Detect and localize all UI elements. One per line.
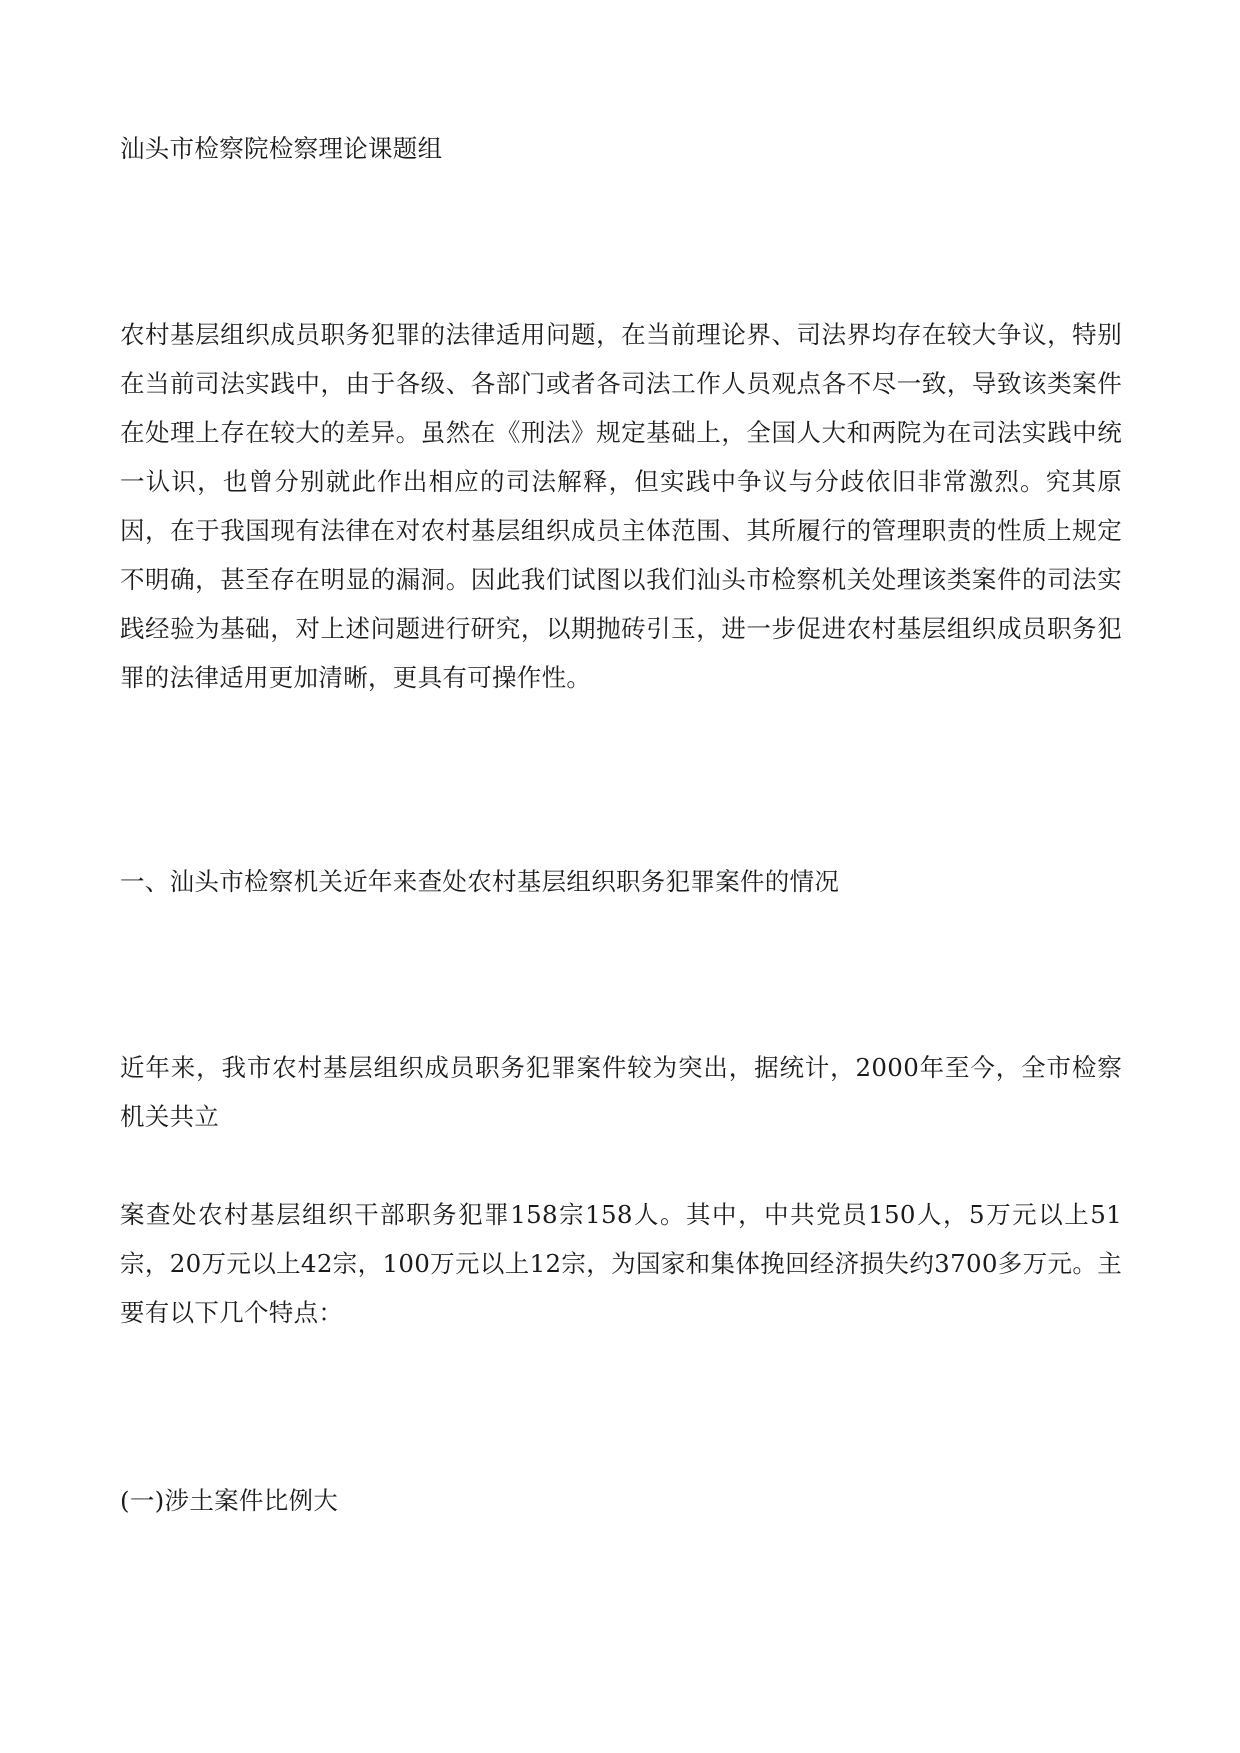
stats-lead-paragraph: 近年来，我市农村基层组织成员职务犯罪案件较为突出，据统计，2000年至今，全市检察机关共立	[120, 1053, 1122, 1131]
subsection-heading: (一)涉土案件比例大	[120, 1486, 339, 1515]
stats-detail-paragraph: 案查处农村基层组织干部职务犯罪158宗158人。其中，中共党员150人，5万元以上51宗，20万元以上42宗，100万元以上12宗，为国家和集体挽回经济损失约3700多万元。主要有以下几个特点：	[120, 1200, 1122, 1327]
intro-paragraph: 农村基层组织成员职务犯罪的法律适用问题，在当前理论界、司法界均存在较大争议，特别在当前司法实践中，由于各级、各部门或者各司法工作人员观点各不尽一致，导致该类案件在处理上存在较大的差异。虽然在《刑法》规定基础上，全国人大和两院为在司法实践中统一认识，也曾分别就此作出相应的司法解释，但实践中争议与分歧依旧非常激烈。究其原因，在于我国现有法律在对农村基层组织成员主体范围、其所履行的管理职责的性质上规定不明确，甚至存在明显的漏洞。因此我们试图以我们汕头市检察机关处理该类案件的司法实践经验为基础，对上述问题进行研究，以期抛砖引玉，进一步促进农村基层组织成员职务犯罪的法律适用更加清晰，更具有可操作性。	[120, 320, 1122, 692]
author-line: 汕头市检察院检察理论课题组	[120, 134, 443, 163]
section-heading: 一、汕头市检察机关近年来查处农村基层组织职务犯罪案件的情况	[120, 867, 840, 896]
